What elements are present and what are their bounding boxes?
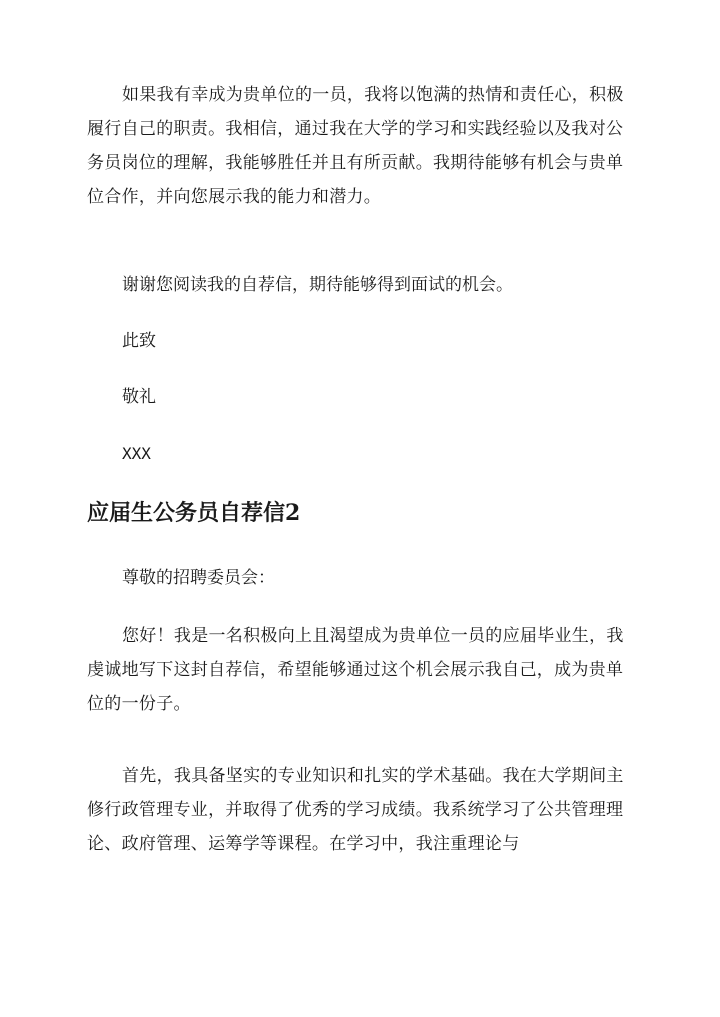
greeting-line: 尊敬的招聘委员会：: [122, 568, 275, 588]
thanks-line: 谢谢您阅读我的自荐信，期待能够得到面试的机会。: [122, 275, 513, 295]
section-heading: 应届生公务员自荐信2: [87, 500, 301, 526]
body-paragraph: 您好！我是一名积极向上且渴望成为贵单位一员的应届毕业生，我虔诚地写下这封自荐信，希望能够通过这个机会展示我自己，成为贵单位的一份子。: [87, 626, 624, 714]
body-paragraph: 如果我有幸成为贵单位的一员，我将以饱满的热情和责任心，积极履行自己的职责。我相信，通过我在大学的学习和实践经验以及我对公务员岗位的理解，我能够胜任并且有所贡献。我期待能够有机会与贵单位合作，并向您展示我的能力和潜力。: [87, 85, 624, 207]
body-paragraph: 首先，我具备坚实的专业知识和扎实的学术基础。我在大学期间主修行政管理专业，并取得了优秀的学习成绩。我系统学习了公共管理理论、政府管理、运筹学等课程。在学习中，我注重理论与: [87, 766, 624, 854]
closing-line: 此致: [122, 331, 156, 351]
signature: XXX: [122, 444, 151, 463]
salutation-line: 敬礼: [122, 387, 156, 407]
